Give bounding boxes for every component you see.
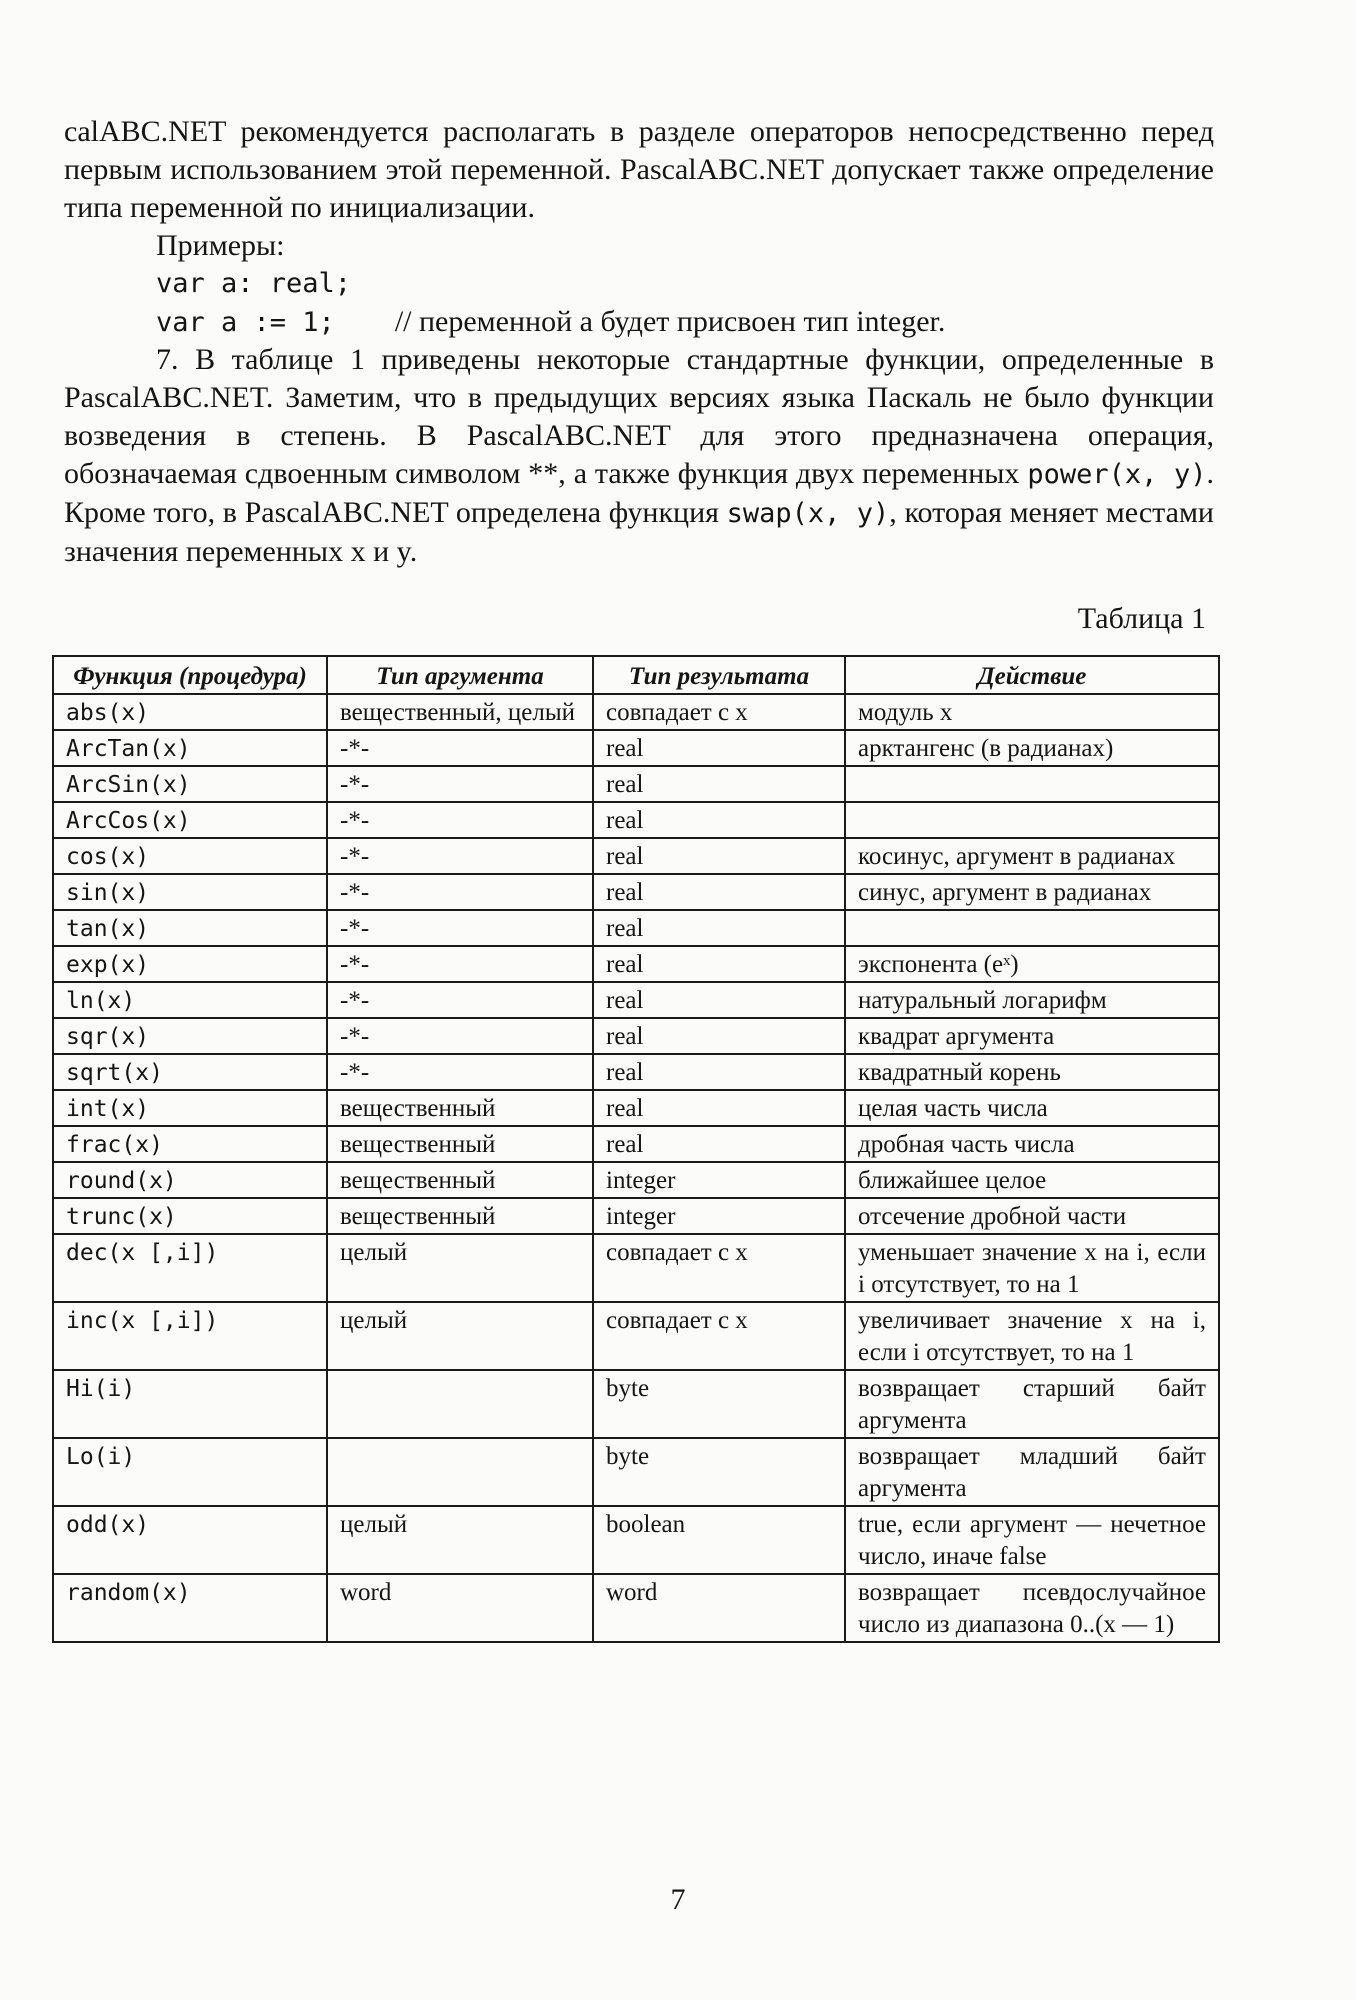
table-row — [53, 946, 1219, 982]
cell-action: целая часть числа — [845, 1090, 1219, 1126]
table-row — [53, 1574, 1219, 1642]
table-row — [53, 874, 1219, 910]
cell-arg-type: вещественный — [327, 1090, 593, 1126]
paragraph-continuation: calABC.NET рекомендуется располагать в разделе операторов непосредственно перед первым использованием этой переменной. PascalABC.NET допускает также определение типа переменной по инициализации. — [64, 115, 1214, 224]
table-row — [53, 802, 1219, 838]
cell-result-type: real — [593, 1054, 845, 1090]
cell-arg-type: -*- — [327, 730, 593, 766]
cell-action: возвращает псевдослучайное число из диапазона 0..(x — 1) — [845, 1574, 1219, 1642]
cell-function: Lo(i) — [53, 1438, 327, 1506]
table-row — [53, 910, 1219, 946]
table-body — [53, 694, 1219, 1642]
page-number: 7 — [670, 1883, 686, 1916]
cell-arg-type: вещественный, целый — [327, 694, 593, 730]
cell-arg-type: -*- — [327, 910, 593, 946]
cell-result-type: real — [593, 874, 845, 910]
cell-arg-type: -*- — [327, 802, 593, 838]
cell-function: Hi(i) — [53, 1370, 327, 1438]
code-text: var a: real; — [156, 268, 352, 299]
paragraph-text: , которая меняет местами значения переменных x и y. — [64, 496, 1214, 568]
cell-result-type: byte — [593, 1438, 845, 1506]
cell-result-type: real — [593, 946, 845, 982]
cell-function: tan(x) — [53, 910, 327, 946]
table-row — [53, 1302, 1219, 1370]
cell-result-type: совпадает с x — [593, 1302, 845, 1370]
table-row — [53, 838, 1219, 874]
cell-result-type: real — [593, 1090, 845, 1126]
cell-action: true, если аргумент — нечетное число, иначе false — [845, 1506, 1219, 1574]
code-text: var a := 1; — [156, 307, 335, 338]
code-example-2 — [64, 303, 1214, 341]
table-row — [53, 730, 1219, 766]
cell-action — [845, 910, 1219, 946]
header-function: Функция (процедура) — [53, 656, 327, 694]
paragraph-text: . Кроме того, в PascalABC.NET определена функция — [64, 457, 1215, 529]
table-row — [53, 1090, 1219, 1126]
paragraph-7 — [64, 341, 1214, 571]
cell-arg-type: -*- — [327, 1018, 593, 1054]
cell-result-type: real — [593, 802, 845, 838]
cell-arg-type: -*- — [327, 838, 593, 874]
cell-result-type: совпадает с x — [593, 1234, 845, 1302]
cell-function: round(x) — [53, 1162, 327, 1198]
cell-arg-type: -*- — [327, 946, 593, 982]
table-row — [53, 1018, 1219, 1054]
cell-arg-type: вещественный — [327, 1198, 593, 1234]
cell-action: модуль x — [845, 694, 1219, 730]
table-row — [53, 1198, 1219, 1234]
table-row — [53, 694, 1219, 730]
examples-label: Примеры: — [156, 229, 285, 262]
cell-result-type: real — [593, 730, 845, 766]
cell-action: увеличивает значение x на i, если i отсутствует, то на 1 — [845, 1302, 1219, 1370]
cell-action: квадратный корень — [845, 1054, 1219, 1090]
cell-arg-type: word — [327, 1574, 593, 1642]
table-caption: Таблица 1 — [1077, 602, 1206, 635]
cell-arg-type: -*- — [327, 1054, 593, 1090]
cell-function: ArcTan(x) — [53, 730, 327, 766]
cell-action: уменьшает значение x на i, если i отсутствует, то на 1 — [845, 1234, 1219, 1302]
cell-function: frac(x) — [53, 1126, 327, 1162]
cell-arg-type: целый — [327, 1234, 593, 1302]
cell-result-type: real — [593, 766, 845, 802]
cell-result-type: real — [593, 1126, 845, 1162]
table-row — [53, 1054, 1219, 1090]
cell-function: sqrt(x) — [53, 1054, 327, 1090]
paragraph-text: 7. В таблице 1 приведены некоторые стандартные функции, определенные в PascalABC.NET. Заметим, что в предыдущих версиях языка Паскаль не было функции возведения в степень. В PascalABC.NET для этого предназначена операция, обозначаемая сдвоенным символом **, а также функция двух переменных — [64, 343, 1214, 490]
cell-result-type: integer — [593, 1162, 845, 1198]
table-row — [53, 1438, 1219, 1506]
cell-action — [845, 766, 1219, 802]
cell-arg-type: -*- — [327, 982, 593, 1018]
body-text — [64, 113, 1214, 571]
table-row — [53, 1370, 1219, 1438]
cell-arg-type: целый — [327, 1302, 593, 1370]
header-arg-type: Тип аргумента — [327, 656, 593, 694]
cell-action: синус, аргумент в радианах — [845, 874, 1219, 910]
cell-result-type: real — [593, 1018, 845, 1054]
cell-arg-type: вещественный — [327, 1162, 593, 1198]
header-action: Действие — [845, 656, 1219, 694]
cell-function: odd(x) — [53, 1506, 327, 1574]
functions-table — [52, 655, 1220, 1643]
cell-arg-type: -*- — [327, 766, 593, 802]
header-result-type: Тип результата — [593, 656, 845, 694]
cell-result-type: real — [593, 982, 845, 1018]
cell-action: арктангенс (в радианах) — [845, 730, 1219, 766]
code-example-1 — [64, 265, 1214, 303]
inline-code-swap: swap(x, y) — [726, 498, 890, 529]
cell-result-type: byte — [593, 1370, 845, 1438]
cell-function: sqr(x) — [53, 1018, 327, 1054]
cell-result-type: integer — [593, 1198, 845, 1234]
cell-result-type: real — [593, 910, 845, 946]
cell-result-type: real — [593, 838, 845, 874]
table-row — [53, 982, 1219, 1018]
table-row — [53, 1506, 1219, 1574]
cell-function: dec(x [,i]) — [53, 1234, 327, 1302]
cell-action: ближайшее целое — [845, 1162, 1219, 1198]
cell-function: ArcCos(x) — [53, 802, 327, 838]
table-header-row — [53, 656, 1219, 694]
table-row — [53, 1234, 1219, 1302]
cell-action: возвращает старший байт аргумента — [845, 1370, 1219, 1438]
inline-code-power: power(x, y) — [1027, 459, 1207, 490]
cell-action: дробная часть числа — [845, 1126, 1219, 1162]
cell-result-type: word — [593, 1574, 845, 1642]
cell-function: ArcSin(x) — [53, 766, 327, 802]
cell-arg-type — [327, 1438, 593, 1506]
cell-action: возвращает младший байт аргумента — [845, 1438, 1219, 1506]
cell-arg-type: целый — [327, 1506, 593, 1574]
cell-result-type: совпадает с x — [593, 694, 845, 730]
cell-function: cos(x) — [53, 838, 327, 874]
cell-arg-type: -*- — [327, 874, 593, 910]
cell-function: inc(x [,i]) — [53, 1302, 327, 1370]
cell-action: квадрат аргумента — [845, 1018, 1219, 1054]
cell-function: ln(x) — [53, 982, 327, 1018]
table-row — [53, 1162, 1219, 1198]
cell-action: отсечение дробной части — [845, 1198, 1219, 1234]
cell-function: exp(x) — [53, 946, 327, 982]
cell-arg-type — [327, 1370, 593, 1438]
cell-function: random(x) — [53, 1574, 327, 1642]
cell-action: натуральный логарифм — [845, 982, 1219, 1018]
cell-function: sin(x) — [53, 874, 327, 910]
cell-arg-type: вещественный — [327, 1126, 593, 1162]
cell-action — [845, 802, 1219, 838]
cell-result-type: boolean — [593, 1506, 845, 1574]
cell-function: int(x) — [53, 1090, 327, 1126]
cell-action: экспонента (eˣ) — [845, 946, 1219, 982]
cell-function: trunc(x) — [53, 1198, 327, 1234]
code-comment: // переменной a будет присвоен тип integer. — [394, 305, 946, 338]
cell-action: косинус, аргумент в радианах — [845, 838, 1219, 874]
table-row — [53, 766, 1219, 802]
cell-function: abs(x) — [53, 694, 327, 730]
table-row — [53, 1126, 1219, 1162]
